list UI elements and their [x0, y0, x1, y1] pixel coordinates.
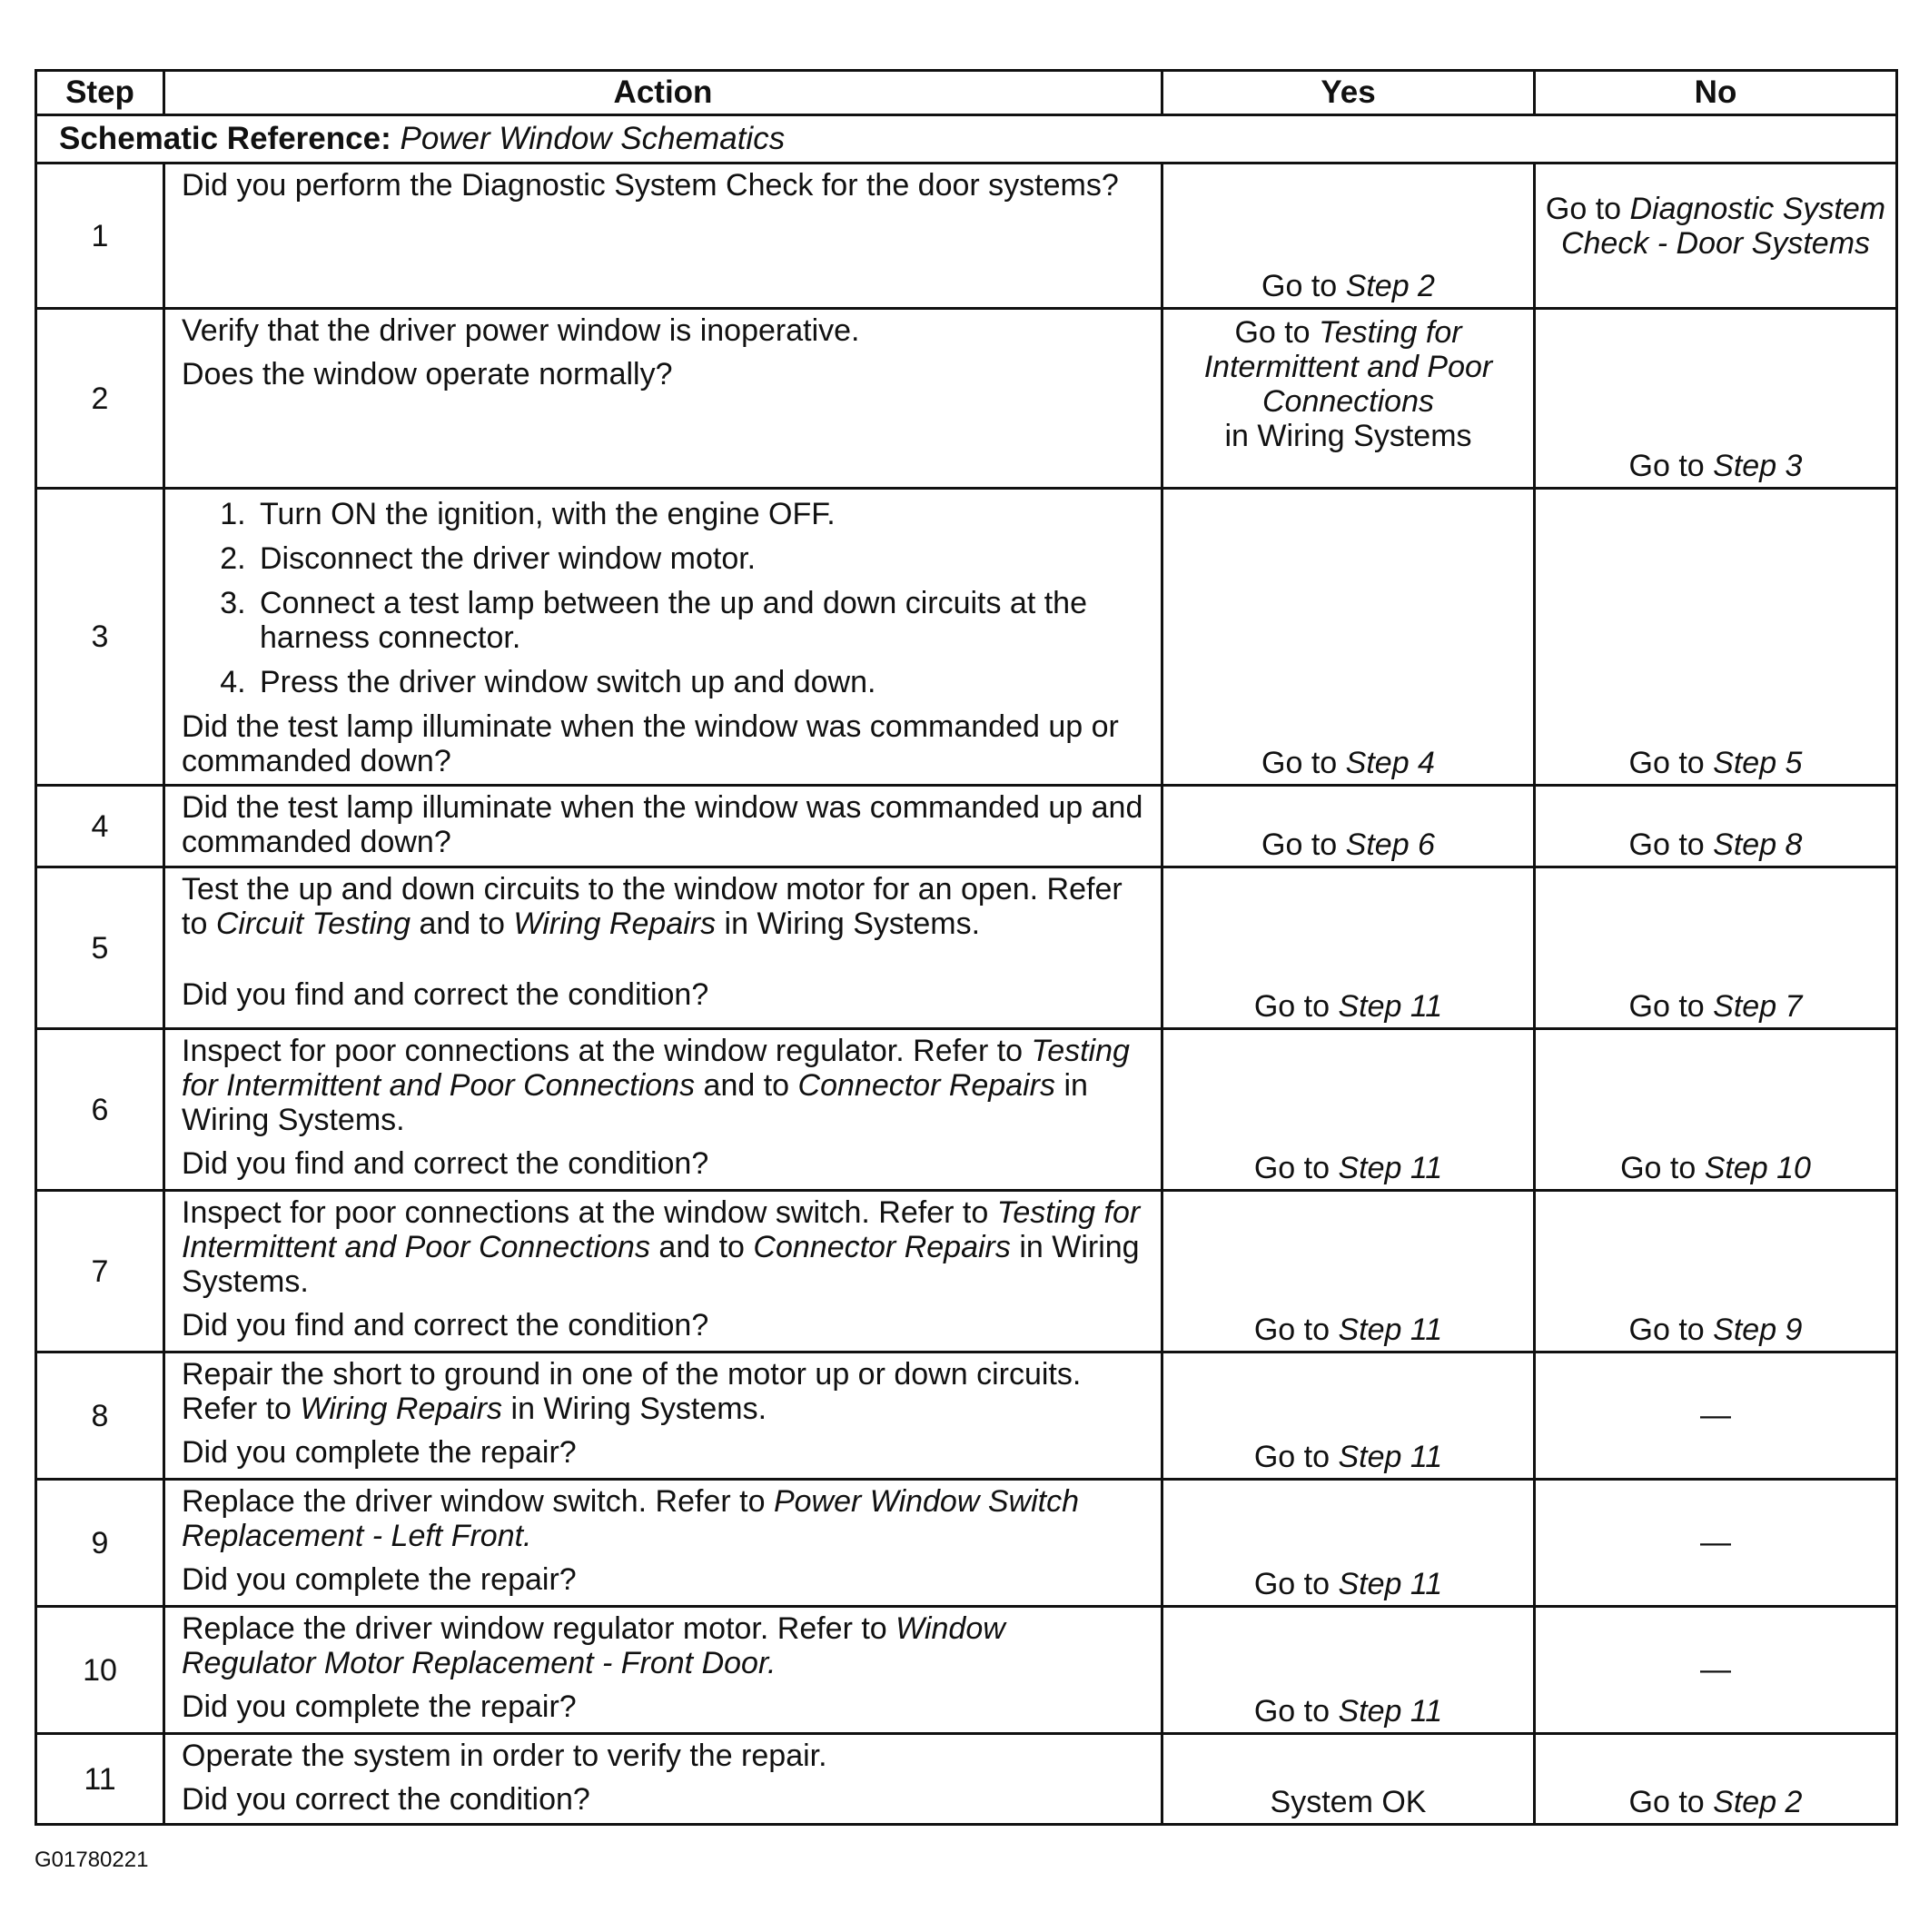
yes-cell	[1162, 309, 1535, 489]
reference-link[interactable]: Power Window Switch Replacement - Left Front.	[182, 1484, 1079, 1553]
step-number: 5	[36, 867, 164, 1029]
step-number: 8	[36, 1352, 164, 1480]
action-cell	[164, 1607, 1162, 1734]
table-row	[36, 786, 1897, 867]
yes-prefix: Go to	[1261, 827, 1338, 862]
yes-link[interactable]: Step 11	[1338, 1151, 1443, 1185]
action-text-part: and to	[658, 1230, 745, 1264]
step-number: 1	[36, 163, 164, 309]
no-prefix: Go to	[1628, 827, 1705, 862]
no-cell	[1535, 1480, 1897, 1607]
table-row	[36, 309, 1897, 489]
step-number: 6	[36, 1029, 164, 1191]
yes-cell	[1162, 1191, 1535, 1352]
no-cell	[1535, 1029, 1897, 1191]
table-row	[36, 1191, 1897, 1352]
no-cell	[1535, 489, 1897, 786]
action-cell	[164, 1352, 1162, 1480]
action-text-part: in Wiring Systems.	[510, 1392, 767, 1426]
reference-link[interactable]: Testing for Intermittent and Poor Connections	[182, 1034, 1130, 1103]
substep-item: 1. Turn ON the ignition, with the engine OFF.	[254, 497, 1146, 531]
yes-prefix: Go to	[1261, 269, 1338, 303]
step-number: 2	[36, 309, 164, 489]
table-row	[36, 489, 1897, 786]
action-text	[182, 1611, 1146, 1680]
action-cell	[164, 489, 1162, 786]
yes-link[interactable]: Testing for Intermittent and Poor Connections	[1203, 315, 1493, 419]
action-cell	[164, 163, 1162, 309]
action-text-part: and to	[703, 1068, 790, 1103]
yes-link[interactable]: Step 2	[1345, 269, 1435, 303]
table-row	[36, 867, 1897, 1029]
no-link[interactable]: Step 8	[1713, 827, 1803, 862]
header-step: Step	[36, 71, 164, 115]
yes-link[interactable]: Step 6	[1345, 827, 1435, 862]
no-cell	[1535, 309, 1897, 489]
action-text: Operate the system in order to verify the repair.	[182, 1739, 827, 1773]
yes-link[interactable]: Step 4	[1345, 746, 1435, 780]
substep-item: 3. Connect a test lamp between the up and down circuits at the harness connector.	[254, 586, 1146, 655]
action-question: Did you complete the repair?	[182, 1435, 577, 1470]
no-cell	[1535, 1607, 1897, 1734]
yes-cell	[1162, 1480, 1535, 1607]
yes-link[interactable]: Step 11	[1338, 989, 1443, 1024]
header-action: Action	[164, 71, 1162, 115]
action-question: Did you find and correct the condition?	[182, 1308, 709, 1342]
no-link[interactable]: Diagnostic System Check - Door Systems	[1560, 192, 1886, 261]
action-cell	[164, 867, 1162, 1029]
header-row	[36, 71, 1897, 115]
action-text-part: Repair the short to ground in one of the motor up or down circuits. Refer to	[182, 1357, 1082, 1426]
no-cell	[1535, 786, 1897, 867]
yes-prefix: Go to	[1253, 1567, 1331, 1601]
yes-prefix: Go to	[1253, 1313, 1331, 1347]
action-text-part: Replace the driver window switch. Refer to	[182, 1484, 766, 1519]
no-cell	[1535, 163, 1897, 309]
no-prefix: Go to	[1545, 192, 1622, 226]
action-text-part: Inspect for poor connections at the window switch. Refer to	[182, 1195, 989, 1230]
yes-link[interactable]: Step 11	[1338, 1694, 1443, 1729]
action-text-part: in Wiring Systems.	[182, 1230, 1140, 1299]
step-number: 4	[36, 786, 164, 867]
no-link[interactable]: Step 3	[1713, 449, 1803, 483]
yes-cell	[1162, 163, 1535, 309]
yes-link[interactable]: Step 11	[1338, 1313, 1443, 1347]
yes-cell	[1162, 1734, 1535, 1825]
table-row	[36, 1029, 1897, 1191]
header-no: No	[1535, 71, 1897, 115]
schematic-reference-link[interactable]: Power Window Schematics	[400, 121, 786, 156]
yes-cell	[1162, 867, 1535, 1029]
table-row	[36, 1480, 1897, 1607]
table-row	[36, 1734, 1897, 1825]
no-prefix: Go to	[1628, 989, 1705, 1024]
action-text	[182, 872, 1146, 941]
action-text-part: and to	[419, 907, 505, 941]
no-dash: —	[1700, 1524, 1731, 1560]
action-text-part: Inspect for poor connections at the window regulator. Refer to	[182, 1034, 1024, 1068]
yes-prefix: Go to	[1234, 315, 1311, 350]
schematic-reference-row	[36, 115, 1897, 163]
no-link[interactable]: Step 5	[1713, 746, 1803, 780]
no-link[interactable]: Step 2	[1713, 1785, 1803, 1819]
action-question: Did you correct the condition?	[182, 1782, 590, 1817]
yes-prefix: Go to	[1253, 1694, 1331, 1729]
substep-list	[182, 497, 1146, 699]
yes-cell	[1162, 1607, 1535, 1734]
action-cell	[164, 1029, 1162, 1191]
yes-suffix: in Wiring Systems	[1224, 419, 1472, 453]
header-yes: Yes	[1162, 71, 1535, 115]
yes-prefix: Go to	[1253, 1440, 1331, 1474]
yes-cell	[1162, 1029, 1535, 1191]
action-text-part: Replace the driver window regulator motor. Refer to	[182, 1611, 887, 1646]
reference-link[interactable]: Circuit Testing	[215, 907, 411, 941]
substep-item: 2. Disconnect the driver window motor.	[254, 541, 1146, 576]
action-cell	[164, 786, 1162, 867]
action-text	[182, 1484, 1146, 1553]
reference-link[interactable]: Wiring Repairs	[300, 1392, 503, 1426]
table-row	[36, 163, 1897, 309]
no-cell	[1535, 1191, 1897, 1352]
step-number: 3	[36, 489, 164, 786]
figure-id: G01780221	[35, 1848, 149, 1872]
schematic-reference	[36, 115, 1897, 163]
action-cell	[164, 1191, 1162, 1352]
action-text	[182, 1357, 1146, 1426]
action-text	[182, 1034, 1146, 1137]
action-question: Did you complete the repair?	[182, 1689, 577, 1724]
no-dash: —	[1700, 1397, 1731, 1432]
action-question: Did you find and correct the condition?	[182, 1146, 709, 1181]
schematic-reference-label: Schematic Reference:	[59, 121, 391, 156]
action-cell	[164, 1480, 1162, 1607]
yes-cell	[1162, 489, 1535, 786]
reference-link[interactable]: Wiring Repairs	[513, 907, 717, 941]
reference-link[interactable]: Testing for Intermittent and Poor Connections	[182, 1195, 1141, 1264]
action-text-part: Test the up and down circuits to the window motor for an open. Refer to	[182, 872, 1123, 941]
yes-prefix: Go to	[1253, 1151, 1331, 1185]
action-question: Did you find and correct the condition?	[182, 977, 709, 1012]
action-question: Did you perform the Diagnostic System Check for the door systems?	[182, 168, 1119, 203]
step-number: 10	[36, 1607, 164, 1734]
action-cell	[164, 1734, 1162, 1825]
diagnostic-table	[35, 69, 1898, 1826]
action-question: Did the test lamp illuminate when the window was commanded up and commanded down?	[182, 790, 1143, 859]
action-cell	[164, 309, 1162, 489]
table-row	[36, 1352, 1897, 1480]
no-cell	[1535, 1352, 1897, 1480]
no-cell	[1535, 1734, 1897, 1825]
step-number: 7	[36, 1191, 164, 1352]
no-link[interactable]: Step 7	[1713, 989, 1803, 1024]
no-link[interactable]: Step 9	[1713, 1313, 1803, 1347]
step-number: 9	[36, 1480, 164, 1607]
reference-link[interactable]: Window Regulator Motor Replacement - Front Door.	[182, 1611, 1005, 1680]
no-link[interactable]: Step 10	[1704, 1151, 1811, 1185]
reference-link[interactable]: Connector Repairs	[797, 1068, 1056, 1103]
no-prefix: Go to	[1628, 449, 1705, 483]
yes-link[interactable]: Step 11	[1338, 1567, 1443, 1601]
yes-text: System OK	[1270, 1785, 1427, 1819]
action-text: Verify that the driver power window is inoperative.	[182, 313, 860, 348]
substep-item: 4. Press the driver window switch up and down.	[254, 665, 1146, 699]
no-dash: —	[1700, 1651, 1731, 1687]
no-cell	[1535, 867, 1897, 1029]
reference-link[interactable]: Connector Repairs	[753, 1230, 1011, 1264]
no-prefix: Go to	[1620, 1151, 1697, 1185]
no-prefix: Go to	[1628, 1313, 1705, 1347]
no-prefix: Go to	[1628, 1785, 1705, 1819]
yes-cell	[1162, 1352, 1535, 1480]
action-text	[182, 1195, 1146, 1299]
yes-prefix: Go to	[1253, 989, 1331, 1024]
step-number: 11	[36, 1734, 164, 1825]
action-text-part: in Wiring Systems.	[724, 907, 981, 941]
action-question: Did you complete the repair?	[182, 1562, 577, 1597]
yes-prefix: Go to	[1261, 746, 1338, 780]
no-prefix: Go to	[1628, 746, 1705, 780]
table-row	[36, 1607, 1897, 1734]
yes-link[interactable]: Step 11	[1338, 1440, 1443, 1474]
yes-cell	[1162, 786, 1535, 867]
action-question: Does the window operate normally?	[182, 357, 673, 391]
action-question: Did the test lamp illuminate when the window was commanded up or commanded down?	[182, 709, 1119, 778]
action-text-part: in Wiring Systems.	[182, 1068, 1088, 1137]
